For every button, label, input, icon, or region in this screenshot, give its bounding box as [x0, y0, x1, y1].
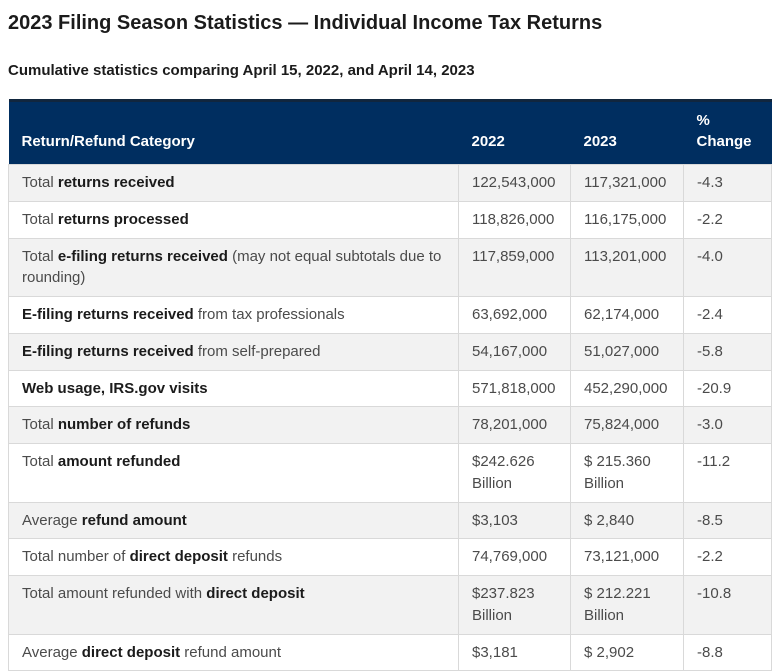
- value-2022-cell: $3,181: [459, 634, 571, 671]
- table-row: [9, 444, 772, 503]
- category-bold-text: Web usage, IRS.gov visits: [22, 380, 208, 397]
- category-text: (may not equal subtotals due to rounding): [22, 248, 441, 287]
- category-bold-text: direct deposit: [82, 644, 180, 661]
- table-row: [9, 333, 772, 370]
- category-bold-text: direct deposit: [130, 548, 228, 565]
- category-cell: [9, 407, 459, 444]
- category-text: Total: [22, 416, 58, 433]
- category-text: Total: [22, 211, 58, 228]
- statistics-table: [8, 99, 772, 671]
- value-2023-cell: 51,027,000: [571, 333, 684, 370]
- table-row: [9, 407, 772, 444]
- value-2023-cell: $ 2,840: [571, 502, 684, 539]
- category-text: from self-prepared: [194, 343, 321, 360]
- category-bold-text: number of refunds: [58, 416, 191, 433]
- category-text: Total: [22, 174, 58, 191]
- value-2022-cell: 571,818,000: [459, 370, 571, 407]
- category-bold-text: refund amount: [82, 512, 187, 529]
- percent-change-cell: -3.0: [684, 407, 772, 444]
- category-text: Average: [22, 644, 82, 661]
- percent-change-cell: -20.9: [684, 370, 772, 407]
- category-cell: [9, 539, 459, 576]
- value-2023-cell: $ 2,902: [571, 634, 684, 671]
- percent-change-cell: -8.8: [684, 634, 772, 671]
- value-2022-cell: 63,692,000: [459, 297, 571, 334]
- category-text: from tax professionals: [194, 306, 345, 323]
- table-row: [9, 297, 772, 334]
- value-2023-cell: 75,824,000: [571, 407, 684, 444]
- category-bold-text: E-filing returns received: [22, 306, 194, 323]
- category-text: Average: [22, 512, 82, 529]
- table-row: [9, 165, 772, 202]
- value-2023-cell: 116,175,000: [571, 201, 684, 238]
- table-header-row: [9, 100, 772, 165]
- page-subtitle: Cumulative statistics comparing April 15, 2022, and April 14, 2023: [8, 61, 771, 81]
- value-2022-cell: 122,543,000: [459, 165, 571, 202]
- category-cell: [9, 576, 459, 635]
- value-2023-cell: $ 212.221 Billion: [571, 576, 684, 635]
- value-2023-cell: 117,321,000: [571, 165, 684, 202]
- percent-change-cell: -2.2: [684, 201, 772, 238]
- percent-change-cell: -10.8: [684, 576, 772, 635]
- category-bold-text: direct deposit: [206, 585, 304, 602]
- value-2022-cell: $242.626 Billion: [459, 444, 571, 503]
- category-bold-text: amount refunded: [58, 453, 181, 470]
- value-2023-cell: 113,201,000: [571, 238, 684, 297]
- column-header-2023: 2023: [571, 100, 684, 165]
- value-2023-cell: 452,290,000: [571, 370, 684, 407]
- value-2022-cell: 74,769,000: [459, 539, 571, 576]
- category-text: Total number of: [22, 548, 130, 565]
- category-text: refunds: [228, 548, 282, 565]
- percent-change-cell: -4.3: [684, 165, 772, 202]
- category-cell: [9, 444, 459, 503]
- category-cell: [9, 297, 459, 334]
- category-cell: [9, 333, 459, 370]
- percent-change-cell: -5.8: [684, 333, 772, 370]
- percent-change-cell: -11.2: [684, 444, 772, 503]
- category-cell: [9, 201, 459, 238]
- category-bold-text: E-filing returns received: [22, 343, 194, 360]
- value-2023-cell: 73,121,000: [571, 539, 684, 576]
- value-2022-cell: 118,826,000: [459, 201, 571, 238]
- category-text: refund amount: [180, 644, 281, 661]
- category-cell: [9, 370, 459, 407]
- table-row: [9, 634, 772, 671]
- table-body: [9, 165, 772, 671]
- category-bold-text: returns processed: [58, 211, 189, 228]
- category-text: Total: [22, 453, 58, 470]
- column-header-category: Return/Refund Category: [9, 100, 459, 165]
- table-header: [9, 100, 772, 165]
- table-row: [9, 539, 772, 576]
- table-row: [9, 502, 772, 539]
- percent-change-cell: -4.0: [684, 238, 772, 297]
- page-title: 2023 Filing Season Statistics — Individual Income Tax Returns: [8, 10, 771, 36]
- category-cell: [9, 165, 459, 202]
- value-2022-cell: 117,859,000: [459, 238, 571, 297]
- category-cell: [9, 634, 459, 671]
- category-text: Total: [22, 248, 58, 265]
- column-header-2022: 2022: [459, 100, 571, 165]
- value-2022-cell: 78,201,000: [459, 407, 571, 444]
- value-2023-cell: 62,174,000: [571, 297, 684, 334]
- value-2022-cell: $237.823 Billion: [459, 576, 571, 635]
- table-row: [9, 370, 772, 407]
- category-cell: [9, 502, 459, 539]
- value-2023-cell: $ 215.360 Billion: [571, 444, 684, 503]
- percent-change-cell: -8.5: [684, 502, 772, 539]
- category-cell: [9, 238, 459, 297]
- table-row: [9, 576, 772, 635]
- category-bold-text: returns received: [58, 174, 175, 191]
- percent-change-cell: -2.2: [684, 539, 772, 576]
- category-bold-text: e-filing returns received: [58, 248, 228, 265]
- table-row: [9, 201, 772, 238]
- value-2022-cell: 54,167,000: [459, 333, 571, 370]
- column-header-percent-change: % Change: [684, 100, 772, 165]
- category-text: Total amount refunded with: [22, 585, 206, 602]
- table-row: [9, 238, 772, 297]
- value-2022-cell: $3,103: [459, 502, 571, 539]
- percent-change-cell: -2.4: [684, 297, 772, 334]
